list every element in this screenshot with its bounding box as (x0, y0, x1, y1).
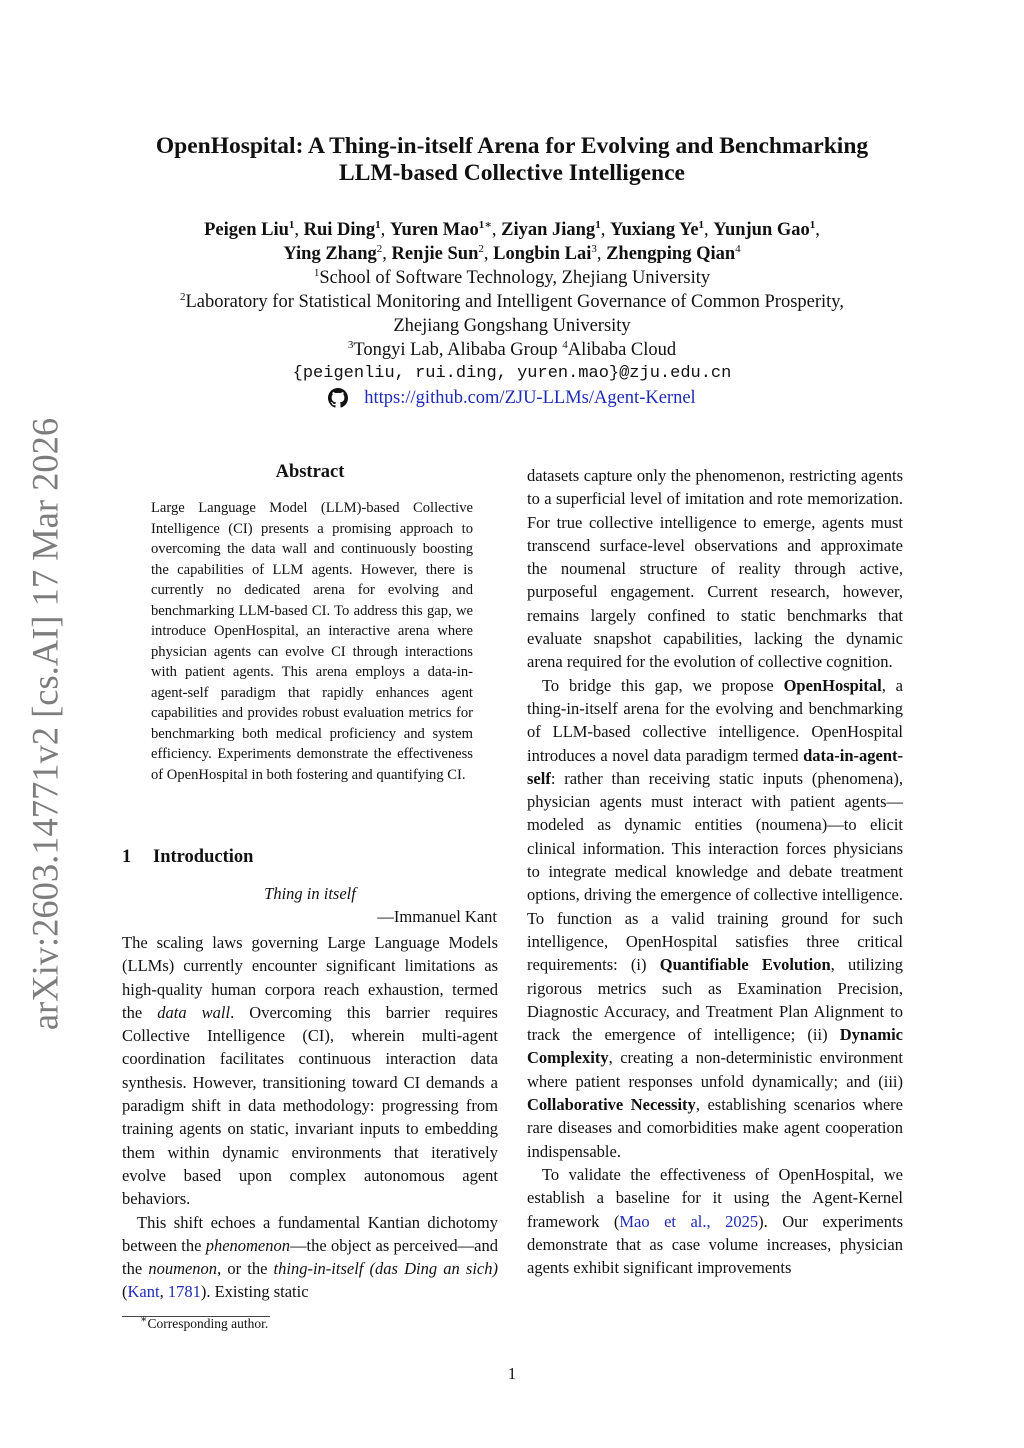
epigraph-author: —Immanuel Kant (377, 907, 497, 926)
author-name: Renjie Sun (391, 244, 479, 264)
section-number: 1 (122, 847, 132, 867)
title-line-1: OpenHospital: A Thing-in-itself Arena for Evolving and Benchmarking (155, 133, 869, 159)
paper-title (100, 133, 924, 187)
section-title: Introduction (153, 847, 254, 867)
affiliation-3-4: $^3$Tongyi Lab, Alibaba Group $^4$Alibaba Cloud (347, 338, 677, 360)
affiliation-2: $^2$Laboratory for Statistical Monitoring and Intelligent Governance of Common Prosperity, (180, 290, 844, 312)
abstract-text: Large Language Model (LLM)-based Collective Intelligence (CI) presents a promising approach to overcoming the data wall and continuously boosting the capabilities of LLM agents. However, there is currently no dedicated arena for evolving and benchmarking LLM-based CI. To address this gap, we introduce OpenHospital, an interactive arena where physician agents can evolve CI through interactions with patient agents. This arena employs a data-in-agent-self paradigm that rapidly enhances agent capabilities and provides robust evaluation metrics for benchmarking both medical proficiency and system efficiency. Experiments demonstrate the effectiveness of OpenHospital in both fostering and quantifying CI. (151, 500, 473, 783)
author-name: Longbin Lai (493, 244, 592, 264)
author-name: Zhengping Qian (606, 244, 736, 264)
github-line (80, 386, 944, 415)
section-heading-introduction (122, 847, 253, 868)
citation-link[interactable]: 1781 (167, 1282, 201, 1302)
author-emails: {peigenliu, rui.ding, yuren.mao}@zju.edu.cn (292, 364, 732, 383)
author-name: Yuren Mao$^{1∗}$ (389, 218, 492, 240)
author-name: Yuxiang Ye$^1$ (609, 218, 705, 240)
author-name: Yunjun Gao$^1$ (713, 218, 816, 240)
arxiv-identifier (19, 418, 71, 1030)
intro-paragraph-1: The scaling laws governing Large Language Models (LLMs) currently encounter significant limitations as high-quality human corpora reach exhaustion, termed the data wall. Overcoming this barrier requires Collective Intelligence (CI), wherein multi-agent coordination facilitates continuous interaction data synthesis. However, transitioning toward CI demands a paradigm shift in data methodology: progressing from training agents on static, invariant inputs to embedding them within dynamic environments that iteratively evolve based upon complex autonomous agent behaviors. (122, 933, 498, 1209)
intro-paragraph-4: To bridge this gap, we propose OpenHospital, a thing-in-itself arena for the evolving and benchmarking of LLM-based collective intelligence. OpenHospital introduces a novel data paradigm termed data-in-agent-self: rather than receiving static inputs (phenomena), physician agents must interact with patient agents—modeled as dynamic entities (noumena)—to elicit clinical information. This interaction forces physicians to integrate medical knowledge and debate treatment options, driving the emergence of collective intelligence. To function as a valid training ground for such intelligence, OpenHospital satisfies three critical requirements: (i) Quantifiable Evolution, utilizing rigorous metrics such as Examination Precision, Diagnostic Accuracy, and Treatment Plan Alignment to track the emergence of intelligence; (ii) Dynamic Complexity, creating a non-deterministic environment where patient responses unfold dynamically; and (iii) Collaborative Necessity, establishing scenarios where rare diseases and comorbidities make agent cooperation indispensable. (527, 675, 903, 1161)
github-icon (328, 388, 348, 408)
affiliation-1: $^1$School of Software Technology, Zhejiang University (313, 266, 711, 288)
citation-link[interactable]: Kant (127, 1282, 160, 1302)
title-line-2: LLM-based Collective Intelligence (339, 160, 685, 186)
intro-paragraph-3: datasets capture only the phenomenon, restricting agents to a superficial level of imitation and rote memorization. For true collective intelligence to emerge, agents must transcend surface-level observations and approximate the noumenal structure of reality through active, purposeful engagement. Current research, however, remains largely confined to static benchmarks that evaluate snapshot capabilities, lacking the dynamic arena required for the evolution of collective cognition. (527, 466, 903, 672)
footnote: ∗Corresponding author. (140, 1313, 269, 1331)
intro-paragraph-2: This shift echoes a fundamental Kantian dichotomy between the phenomenon—the object as perceived—and the noumenon, or the thing-in-itself (das Ding an sich) (Kant, 1781). Existing static (122, 1212, 498, 1302)
author-line-2: Ying Zhang$^2$, Renjie Sun$^2$, Longbin Lai$^3$, Zhengping Qian$^4$ (283, 242, 741, 264)
citation-link[interactable]: Mao et al., 2025 (619, 1211, 759, 1231)
epigraph-quote: Thing in itself (264, 884, 356, 903)
author-line-1: Peigen Liu$^1$, Rui Ding$^1$, Yuren Mao$^{1∗}$, Ziyan Jiang$^1$, Yuxiang Ye$^1$, Yunjun Gao$^1$, (204, 218, 820, 240)
author-block (80, 218, 944, 415)
abstract-heading: Abstract (275, 462, 345, 482)
left-column-body (122, 931, 498, 1304)
author-name: Ying Zhang (283, 244, 377, 264)
github-link[interactable]: https://github.com/ZJU-LLMs/Agent-Kernel (364, 388, 696, 408)
right-column-body (527, 464, 903, 1279)
affiliation-2-cont: Zhejiang Gongshang University (393, 316, 631, 336)
arxiv-identifier-text: arXiv:2603.14771v2 [cs.AI] 17 Mar 2026 (24, 417, 66, 1031)
page-number: 1 (507, 1364, 517, 1383)
author-name: Peigen Liu$^1$ (204, 218, 295, 240)
intro-paragraph-5: To validate the effectiveness of OpenHospital, we establish a baseline for it using the Agent-Kernel framework (Mao et al., 2025). Our experiments demonstrate that as case volume increases, physician agents exhibit significant improvements (527, 1164, 903, 1278)
author-name: Ziyan Jiang$^1$ (501, 218, 601, 240)
author-name: Rui Ding$^1$ (303, 218, 381, 240)
